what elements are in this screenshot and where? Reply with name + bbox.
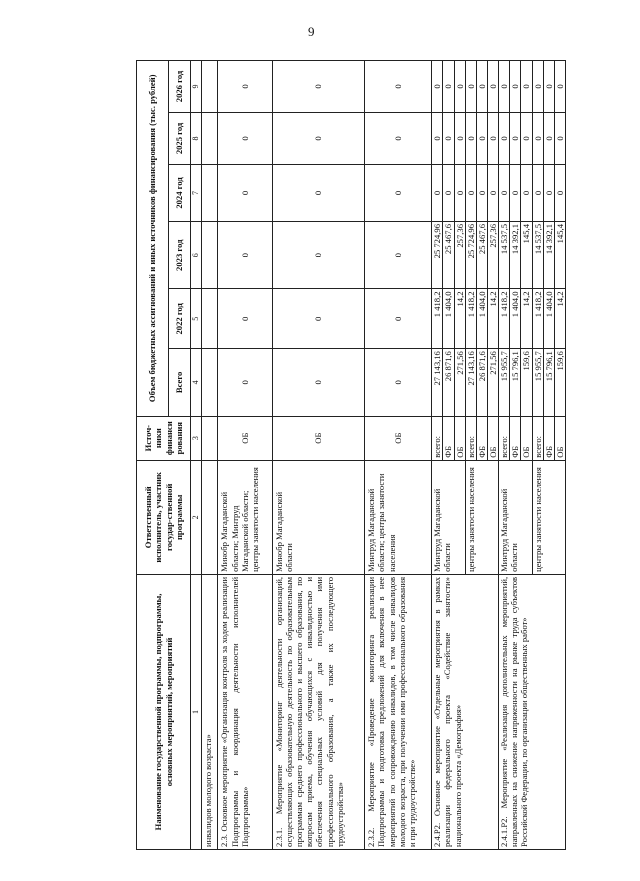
value-cell: 0 (532, 112, 543, 164)
value-cell: 271,56 (488, 349, 499, 416)
header-year: 2024 год (169, 164, 191, 221)
value-cell: 0 (554, 112, 565, 164)
value-cell: 14 537,5 (499, 221, 510, 288)
value-cell: 257,36 (488, 221, 499, 288)
executor-cell: Минтруд Магаданской области (432, 460, 465, 574)
value-cell: 0 (532, 61, 543, 113)
continuation-text: инвалидов молодого возраста» (202, 574, 218, 849)
value-cell: 0 (272, 221, 364, 288)
source-cell: ФБ (543, 416, 554, 460)
value-cell: 0 (365, 221, 432, 288)
value-cell: 0 (465, 112, 476, 164)
header-year: 2022 год (169, 289, 191, 349)
value-cell: 0 (543, 112, 554, 164)
value-cell: 15 955,7 (499, 349, 510, 416)
value-cell: 0 (521, 112, 532, 164)
value-cell: 0 (499, 164, 510, 221)
table-row (499, 61, 510, 850)
col-number: 8 (191, 112, 202, 164)
header-year: 2023 год (169, 221, 191, 288)
value-cell: 0 (488, 164, 499, 221)
value-cell: 0 (499, 61, 510, 113)
value-cell: 1 404,0 (443, 289, 454, 349)
source-cell: ФБ (443, 416, 454, 460)
col-number: 7 (191, 164, 202, 221)
activity-name: 2.3. Основное мероприятие «Организация контроля за ходом реализации Подпрограммы и координация деятельности исполнителей Подпрограммы» (218, 574, 272, 849)
executor-cell: центры занятости населения (532, 460, 565, 574)
column-number-row (191, 61, 202, 850)
value-cell: 0 (443, 61, 454, 113)
value-cell: 0 (218, 112, 272, 164)
value-cell: 1 404,0 (510, 289, 521, 349)
value-cell: 15 955,7 (532, 349, 543, 416)
value-cell: 0 (521, 61, 532, 113)
source-cell: всего: (432, 416, 443, 460)
col-number: 1 (191, 574, 202, 849)
value-cell: 0 (272, 112, 364, 164)
value-cell: 0 (365, 164, 432, 221)
activity-name: 2.4.1.Р2. Мероприятие «Реализация дополнительных мероприятий, направленных на снижение напряженности на рынке труда субъектов Российской Федерации, по организации общественных работ» (499, 574, 566, 849)
value-cell: 0 (510, 112, 521, 164)
source-cell: всего: (499, 416, 510, 460)
value-cell: 0 (465, 61, 476, 113)
value-cell: 0 (488, 61, 499, 113)
source-cell: всего: (532, 416, 543, 460)
value-cell: 1 418,2 (499, 289, 510, 349)
source-cell: всего: (465, 416, 476, 460)
value-cell: 0 (476, 164, 487, 221)
table-row (218, 61, 272, 850)
header-year: 2025 год (169, 112, 191, 164)
value-cell: 1 418,2 (532, 289, 543, 349)
header-funding: Объем бюджетных ассигнований и иных источников финансирования (тыс. рублей) (137, 61, 169, 417)
value-cell: 1 418,2 (465, 289, 476, 349)
value-cell: 0 (432, 112, 443, 164)
executor-cell: Минтруд Магаданской области (499, 460, 532, 574)
value-cell: 0 (432, 164, 443, 221)
activity-name: 2.3.2. Мероприятие «Проведение мониторинга реализации Подпрограммы и подготовка предложений для включения в нее мероприятий по сопровождению инвалидов, в том числе инвалидов молодого возраста, при получении ими профессионального образования и при трудоустройстве» (365, 574, 432, 849)
source-cell: ОБ (218, 416, 272, 460)
value-cell: 25 724,96 (432, 221, 443, 288)
value-cell: 15 796,1 (543, 349, 554, 416)
value-cell: 0 (218, 221, 272, 288)
source-cell: ОБ (365, 416, 432, 460)
table-row (272, 61, 364, 850)
value-cell: 14,2 (554, 289, 565, 349)
table-row (432, 61, 443, 850)
value-cell: 0 (510, 164, 521, 221)
header-source: Источ-ники финанси рования (137, 416, 191, 460)
value-cell: 14 392,1 (543, 221, 554, 288)
value-cell: 0 (218, 289, 272, 349)
value-cell: 0 (488, 112, 499, 164)
source-cell: ОБ (521, 416, 532, 460)
value-cell: 0 (443, 164, 454, 221)
value-cell: 14 537,5 (532, 221, 543, 288)
value-cell: 0 (554, 164, 565, 221)
value-cell: 0 (218, 61, 272, 113)
value-cell: 0 (218, 349, 272, 416)
value-cell: 0 (532, 164, 543, 221)
value-cell: 0 (476, 112, 487, 164)
value-cell: 0 (543, 61, 554, 113)
value-cell: 0 (272, 349, 364, 416)
value-cell: 0 (272, 289, 364, 349)
value-cell: 257,36 (454, 221, 465, 288)
value-cell: 0 (443, 112, 454, 164)
rotated-table-container (136, 60, 566, 850)
continuation-row (202, 61, 218, 850)
value-cell: 26 871,6 (443, 349, 454, 416)
source-cell: ОБ (488, 416, 499, 460)
value-cell: 145,4 (521, 221, 532, 288)
value-cell: 159,6 (521, 349, 532, 416)
value-cell: 14,2 (488, 289, 499, 349)
value-cell: 0 (543, 164, 554, 221)
value-cell: 26 871,6 (476, 349, 487, 416)
source-cell: ОБ (554, 416, 565, 460)
executor-cell: Минобр Магаданской области; Минтруд Магаданской области; центры занятости населения (218, 460, 272, 574)
header-name: Наименование государственной программы, подпрограммы, основных мероприятий, мероприятий (137, 574, 191, 849)
value-cell: 25 467,6 (476, 221, 487, 288)
value-cell: 0 (465, 164, 476, 221)
table-row (365, 61, 432, 850)
col-number: 6 (191, 221, 202, 288)
source-cell: ОБ (272, 416, 364, 460)
value-cell: 0 (365, 349, 432, 416)
value-cell: 0 (272, 164, 364, 221)
col-number: 5 (191, 289, 202, 349)
executor-cell: центры занятости населения (465, 460, 498, 574)
budget-table (136, 60, 566, 850)
source-cell: ФБ (510, 416, 521, 460)
header-executor: Ответственный исполнитель, участник государ-ственной программы (137, 460, 191, 574)
col-number: 9 (191, 61, 202, 113)
value-cell: 0 (272, 61, 364, 113)
value-cell: 0 (432, 61, 443, 113)
value-cell: 145,4 (554, 221, 565, 288)
col-number: 4 (191, 349, 202, 416)
activity-name: 2.3.1. Мероприятие «Мониторинг деятельности организаций, осуществляющих образовательную деятельность по образовательным программам среднего профессионального и высшего образования, по вопросам приема, обучения обучающихся с инвалидностью и обеспечения специальных условий для получения ими профессионального образования, а также их последующего трудоустройства» (272, 574, 364, 849)
value-cell: 159,6 (554, 349, 565, 416)
executor-cell: Минтруд Магаданской области; центры занятости населения (365, 460, 432, 574)
value-cell: 0 (499, 112, 510, 164)
header-year: 2026 год (169, 61, 191, 113)
header-total: Всего (169, 349, 191, 416)
value-cell: 271,56 (454, 349, 465, 416)
value-cell: 25 724,96 (465, 221, 476, 288)
source-cell: ОБ (454, 416, 465, 460)
value-cell: 0 (521, 164, 532, 221)
value-cell: 0 (554, 61, 565, 113)
value-cell: 25 467,6 (443, 221, 454, 288)
value-cell: 0 (365, 61, 432, 113)
value-cell: 0 (454, 112, 465, 164)
value-cell: 27 143,16 (432, 349, 443, 416)
value-cell: 15 796,1 (510, 349, 521, 416)
activity-name: 2.4.Р2. Основное мероприятие «Отдельные мероприятия в рамках реализации федерального проекта «Содействие занятости» национального проекта «Демография» (432, 574, 499, 849)
value-cell: 14,2 (521, 289, 532, 349)
value-cell: 27 143,16 (465, 349, 476, 416)
value-cell: 1 418,2 (432, 289, 443, 349)
col-number: 2 (191, 460, 202, 574)
value-cell: 0 (365, 289, 432, 349)
value-cell: 0 (454, 61, 465, 113)
col-number: 3 (191, 416, 202, 460)
page-number: 9 (308, 24, 315, 39)
value-cell: 0 (476, 61, 487, 113)
value-cell: 1 404,0 (476, 289, 487, 349)
value-cell: 1 404,0 (543, 289, 554, 349)
value-cell: 14,2 (454, 289, 465, 349)
value-cell: 0 (218, 164, 272, 221)
value-cell: 0 (454, 164, 465, 221)
source-cell: ФБ (476, 416, 487, 460)
executor-cell: Минобр Магаданской области (272, 460, 364, 574)
value-cell: 0 (510, 61, 521, 113)
value-cell: 14 392,1 (510, 221, 521, 288)
value-cell: 0 (365, 112, 432, 164)
